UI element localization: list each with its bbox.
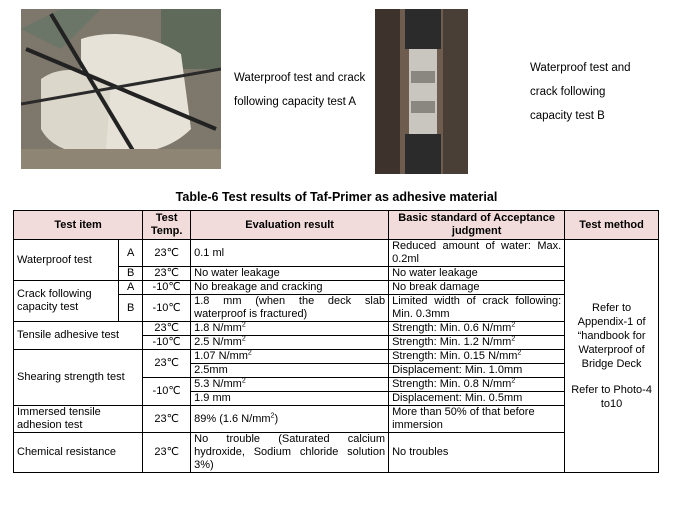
result-value: 89% (1.6 N/mm — [194, 412, 271, 425]
temp-cell: 23℃ — [143, 433, 191, 473]
temp-cell: 23℃ — [143, 406, 191, 433]
item-waterproof: Waterproof test — [14, 240, 119, 281]
result-cell: 0.1 ml — [191, 240, 389, 267]
standard-value: Strength: Min. 0.8 N/mm — [392, 378, 512, 390]
caption-b-line — [530, 104, 648, 128]
temp-cell: 23℃ — [143, 267, 191, 281]
temp-cell: 23℃ — [143, 322, 191, 336]
photo-b-image — [375, 9, 468, 174]
caption-photo-a: Waterproof test and crack following capacity test A — [234, 72, 366, 108]
result-cell: No trouble (Saturated calcium hydroxide, Sodium chloride solution 3%) — [191, 433, 389, 473]
result-cell — [191, 350, 389, 364]
temp-cell: 23℃ — [143, 240, 191, 267]
temp-cell: 23℃ — [143, 350, 191, 378]
caption-b-line — [530, 56, 648, 80]
header-test-method: Test method — [565, 211, 659, 240]
test-method-cell — [565, 240, 659, 473]
temp-cell: -10℃ — [143, 281, 191, 295]
table-row — [14, 433, 659, 473]
result-suffix: ) — [274, 412, 279, 425]
standard-cell: Displacement: Min. 1.0mm — [389, 364, 565, 378]
standard-cell — [389, 322, 565, 336]
unit-exponent: 2 — [270, 411, 275, 419]
temp-cell: -10℃ — [143, 378, 191, 406]
header-evaluation-result: Evaluation result — [191, 211, 389, 240]
sub-label: B — [119, 267, 143, 281]
photo-a-image — [21, 9, 221, 169]
item-tensile: Tensile adhesive test — [14, 322, 143, 350]
table-title: Table-6 Test results of Taf-Primer as adhesive material — [175, 190, 498, 204]
table-row — [14, 322, 659, 336]
standard-cell: No troubles — [389, 433, 565, 473]
standard-cell — [389, 350, 565, 364]
result-cell: No breakage and cracking — [191, 281, 389, 295]
result-value: 5.3 N/mm — [194, 378, 242, 390]
sub-label: A — [119, 240, 143, 267]
photo-waterproof-test-a — [21, 9, 221, 169]
caption-b-text: capacity test B — [530, 110, 605, 122]
caption-b-text: Waterproof test and — [530, 62, 631, 74]
header-test-item: Test item — [14, 211, 143, 240]
standard-cell: No water leakage — [389, 267, 565, 281]
standard-cell: Limited width of crack following: Min. 0.3mm — [389, 295, 565, 322]
caption-b-line — [530, 80, 648, 104]
result-cell: 1.9 mm — [191, 392, 389, 406]
method-ref-appendix: Refer to Appendix-1 of “handbook for Waterproof of Bridge Deck — [577, 302, 646, 370]
caption-photo-b — [530, 56, 648, 128]
sub-label: A — [119, 281, 143, 295]
table-row — [14, 281, 659, 295]
unit-exponent: 2 — [511, 321, 516, 329]
standard-cell: Reduced amount of water: Max. 0.2ml — [389, 240, 565, 267]
standard-value: Strength: Min. 0.15 N/mm — [392, 350, 518, 362]
unit-exponent: 2 — [511, 377, 516, 385]
unit-exponent: 2 — [511, 335, 516, 343]
item-crack: Crack following capacity test — [14, 281, 119, 322]
result-value: 2.5 N/mm — [194, 336, 242, 348]
standard-cell: No break damage — [389, 281, 565, 295]
result-cell: No water leakage — [191, 267, 389, 281]
result-cell — [191, 378, 389, 392]
standard-cell: Displacement: Min. 0.5mm — [389, 392, 565, 406]
sub-label: B — [119, 295, 143, 322]
standard-cell — [389, 336, 565, 350]
standard-cell: More than 50% of that before immersion — [389, 406, 565, 433]
result-cell — [191, 406, 389, 433]
result-cell: 2.5mm — [191, 364, 389, 378]
caption-b-text: crack following — [530, 86, 606, 98]
result-cell — [191, 336, 389, 350]
header-acceptance-standard: Basic standard of Acceptance judgment — [389, 211, 565, 240]
temp-cell: -10℃ — [143, 295, 191, 322]
results-table — [13, 210, 659, 473]
table-row — [14, 240, 659, 267]
result-cell — [191, 322, 389, 336]
result-cell: 1.8 mm (when the deck slab waterproof is fractured) — [191, 295, 389, 322]
unit-exponent: 2 — [241, 335, 246, 343]
table-row — [14, 406, 659, 433]
item-shearing: Shearing strength test — [14, 350, 143, 406]
standard-value: Strength: Min. 1.2 N/mm — [392, 336, 512, 348]
result-value: 1.07 N/mm — [194, 350, 248, 362]
photo-waterproof-test-b — [375, 9, 468, 174]
unit-exponent: 2 — [517, 349, 522, 357]
item-immersed: Immersed tensile adhesion test — [14, 406, 143, 433]
standard-value: Strength: Min. 0.6 N/mm — [392, 322, 512, 334]
method-ref-photo: Refer to Photo-4 to10 — [571, 384, 652, 410]
header-test-temp: Test Temp. — [143, 211, 191, 240]
unit-exponent: 2 — [247, 349, 252, 357]
item-chemical: Chemical resistance — [14, 433, 143, 473]
unit-exponent: 2 — [241, 377, 246, 385]
header-row — [14, 211, 659, 240]
unit-exponent: 2 — [241, 321, 246, 329]
result-value: 1.8 N/mm — [194, 322, 242, 334]
table-row — [14, 350, 659, 364]
standard-cell — [389, 378, 565, 392]
temp-cell: -10℃ — [143, 336, 191, 350]
